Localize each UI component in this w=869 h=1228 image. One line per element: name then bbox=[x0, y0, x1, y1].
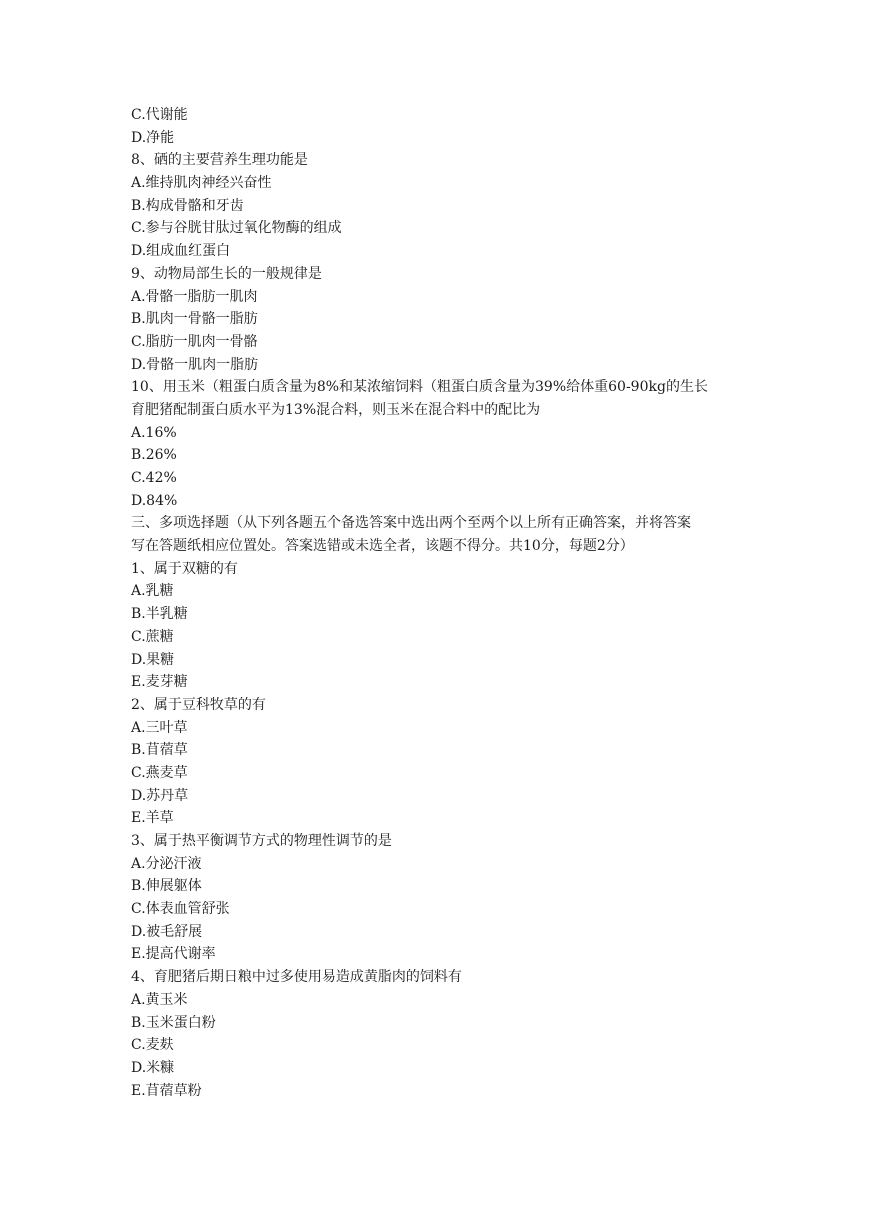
document-page bbox=[131, 104, 751, 1102]
option-line: D.苏丹草 bbox=[131, 787, 189, 804]
section-heading: 三、多项选择题（从下列各题五个备选答案中选出两个至两个以上所有正确答案，并将答案 bbox=[131, 515, 691, 532]
question-stem: 3、属于热平衡调节方式的物理性调节的是 bbox=[131, 833, 392, 849]
option-line: A.骨骼一脂肪一肌肉 bbox=[131, 288, 258, 305]
question-8-stem: 8、硒的主要营养生理功能是 bbox=[131, 152, 308, 169]
text-line: C.代谢能 bbox=[131, 107, 188, 123]
option-line: D.被毛舒展 bbox=[131, 923, 203, 940]
question-9-stem: 9、动物局部生长的一般规律是 bbox=[131, 265, 322, 282]
option-line: C.蔗糖 bbox=[131, 628, 174, 645]
option-line: C.参与谷胱甘肽过氧化物酶的组成 bbox=[131, 220, 342, 237]
question-stem: 2、属于豆科牧草的有 bbox=[131, 696, 266, 713]
option-line: B.苜蓿草 bbox=[131, 742, 188, 759]
option-line: D.84% bbox=[131, 492, 178, 509]
option-line: A.维持肌肉神经兴奋性 bbox=[131, 175, 272, 192]
option-line: A.分泌汗液 bbox=[131, 855, 202, 872]
question-stem: 4、育肥猪后期日粮中过多使用易造成黄脂肉的饲料有 bbox=[131, 969, 462, 986]
option-line: C.体表血管舒张 bbox=[131, 901, 230, 918]
question-10-stem-cont: 育肥猪配制蛋白质水平为13%混合料，则玉米在混合料中的配比为 bbox=[131, 401, 541, 418]
option-line: C.42% bbox=[131, 470, 177, 486]
option-line: B.半乳糖 bbox=[131, 606, 188, 623]
option-line: A.三叶草 bbox=[131, 719, 188, 736]
option-line: A.乳糖 bbox=[131, 583, 174, 600]
option-line: C.燕麦草 bbox=[131, 764, 188, 781]
option-line: D.米糠 bbox=[131, 1059, 175, 1076]
section-heading-cont: 写在答题纸相应位置处。答案选错或未选全者，该题不得分。共10分，每题2分） bbox=[131, 538, 634, 555]
text-line: D.净能 bbox=[131, 129, 175, 146]
option-line: E.苜蓿草粉 bbox=[131, 1082, 202, 1099]
option-line: B.26% bbox=[131, 447, 177, 464]
option-line: C.麦麸 bbox=[131, 1037, 174, 1054]
option-line: B.肌肉一骨骼一脂肪 bbox=[131, 311, 258, 328]
option-line: C.脂肪一肌肉一骨骼 bbox=[131, 333, 258, 350]
option-line: E.羊草 bbox=[131, 810, 174, 827]
question-stem: 1、属于双糖的有 bbox=[131, 560, 238, 577]
option-line: B.玉米蛋白粉 bbox=[131, 1014, 216, 1031]
option-line: A.16% bbox=[131, 424, 177, 441]
option-line: B.伸展躯体 bbox=[131, 878, 202, 895]
option-line: D.果糖 bbox=[131, 651, 175, 668]
option-line: B.构成骨骼和牙齿 bbox=[131, 197, 244, 214]
option-line: D.组成血红蛋白 bbox=[131, 243, 231, 260]
option-line: D.骨骼一肌肉一脂肪 bbox=[131, 356, 259, 373]
option-line: E.提高代谢率 bbox=[131, 946, 216, 963]
question-10-stem: 10、用玉米（粗蛋白质含量为8%和某浓缩饲料（粗蛋白质含量为39%给体重60-90kg的生长 bbox=[131, 379, 708, 396]
option-line: A.黄玉米 bbox=[131, 991, 188, 1008]
option-line: E.麦芽糖 bbox=[131, 674, 188, 691]
